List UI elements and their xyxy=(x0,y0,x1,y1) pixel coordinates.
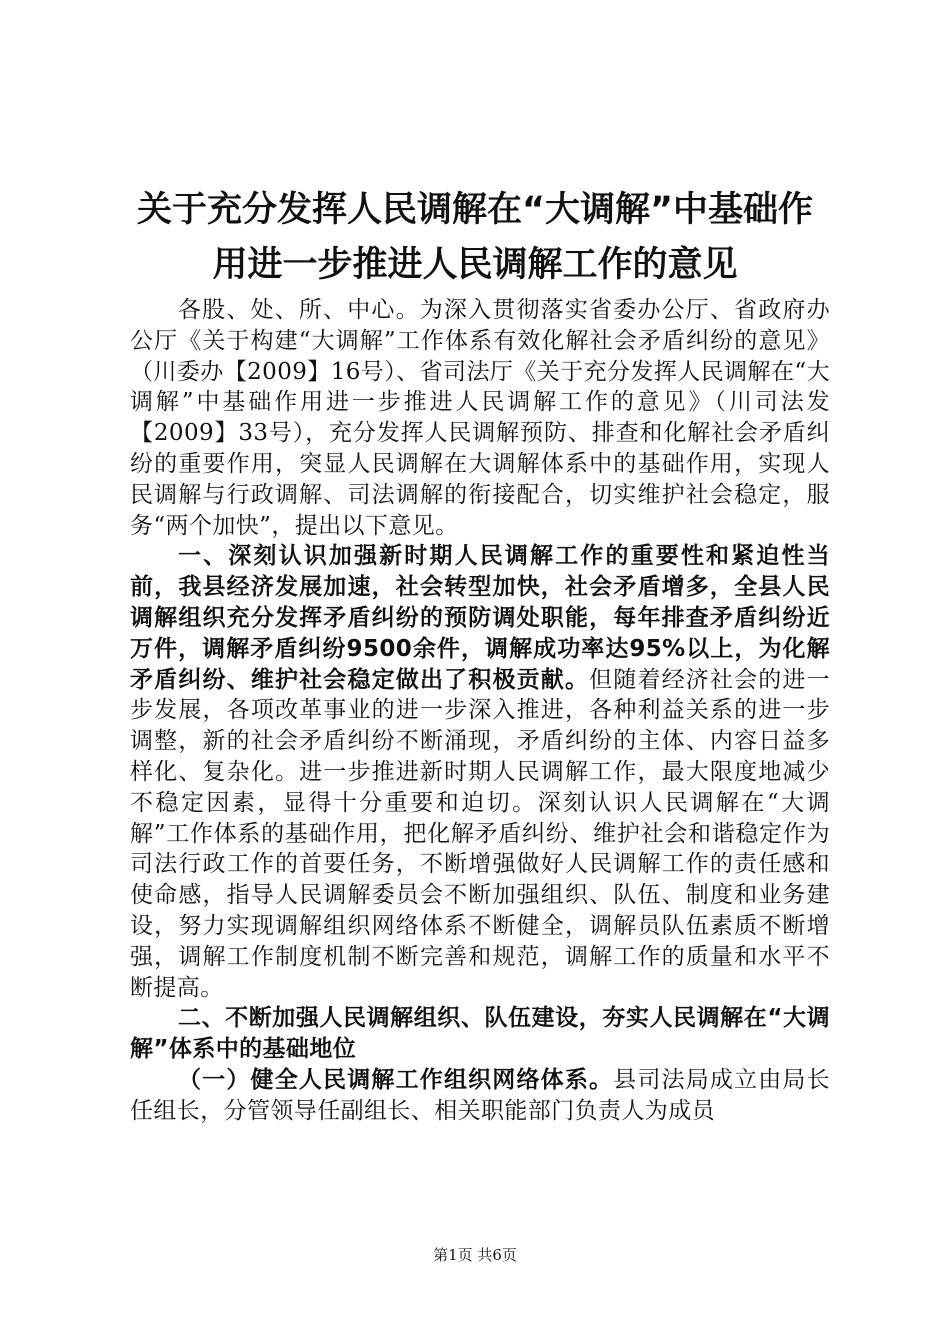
subsection-one-heading: （一）健全人民调解工作组织网络体系。 xyxy=(178,1066,614,1093)
page-number-footer: 第1页 共6页 xyxy=(433,1246,517,1264)
section-one-bold-text: 一、深刻认识加强新时期人民调解工作的重要性和紧迫性当前，我县经济发展加速，社会转型加快，社会矛盾增多，全县人民调解组织充分发挥矛盾纠纷的预防调处职能，每年排查矛盾纠纷近万件，调解矛盾纠纷9500余件，调解成功率达95%以上，为化解矛盾纠纷、维护社会稳定做出了积极贡献。 xyxy=(130,543,830,693)
subsection-one-body-text: 县司法局成立由局长任组长，分管领导任副组长、相关职能部门负责人为成员 xyxy=(130,1066,830,1124)
section-one-paragraph xyxy=(130,541,830,1003)
section-one-body-text: 但随着经济社会的进一步发展，各项改革事业的进一步深入推进，各种利益关系的进一步调整，新的社会矛盾纠纷不断涌现，矛盾纠纷的主体、内容日益多样化、复杂化。进一步推进新时期人民调解工作，最大限度地减少不稳定因素，显得十分重要和迫切。深刻认识人民调解在“大调解”工作体系的基础作用，把化解矛盾纠纷、维护社会和谐稳定作为司法行政工作的首要任务，不断增强做好人民调解工作的责任感和使命感，指导人民调解委员会不断加强组织、队伍、制度和业务建设，努力实现调解组织网络体系不断健全，调解员队伍素质不断增强，调解工作制度机制不断完善和规范，调解工作的质量和水平不断提高。 xyxy=(130,666,831,1001)
section-two-heading: 二、不断加强人民调解组织、队伍建设，夯实人民调解在“大调解”体系中的基础地位 xyxy=(130,1005,830,1063)
intro-paragraph: 各股、处、所、中心。为深入贯彻落实省委办公厅、省政府办公厅《关于构建“大调解”工作体系有效化解社会矛盾纠纷的意见》（川委办【2009】16号）、省司法厅《关于充分发挥人民调解在“大调解”中基础作用进一步推进人民调解工作的意见》（川司法发【2009】33号），充分发挥人民调解预防、排查和化解社会矛盾纠纷的重要作用，突显人民调解在大调解体系中的基础作用，实现人民调解与行政调解、司法调解的衔接配合，切实维护社会稳定，服务“两个加快”，提出以下意见。 xyxy=(130,297,830,539)
document-title-line-1: 关于充分发挥人民调解在“大调解”中基础作 xyxy=(136,190,813,230)
document-body xyxy=(130,295,830,1127)
subsection-one-paragraph xyxy=(130,1065,830,1127)
document-title-line-2: 用进一步推进人民调解工作的意见 xyxy=(212,245,738,285)
